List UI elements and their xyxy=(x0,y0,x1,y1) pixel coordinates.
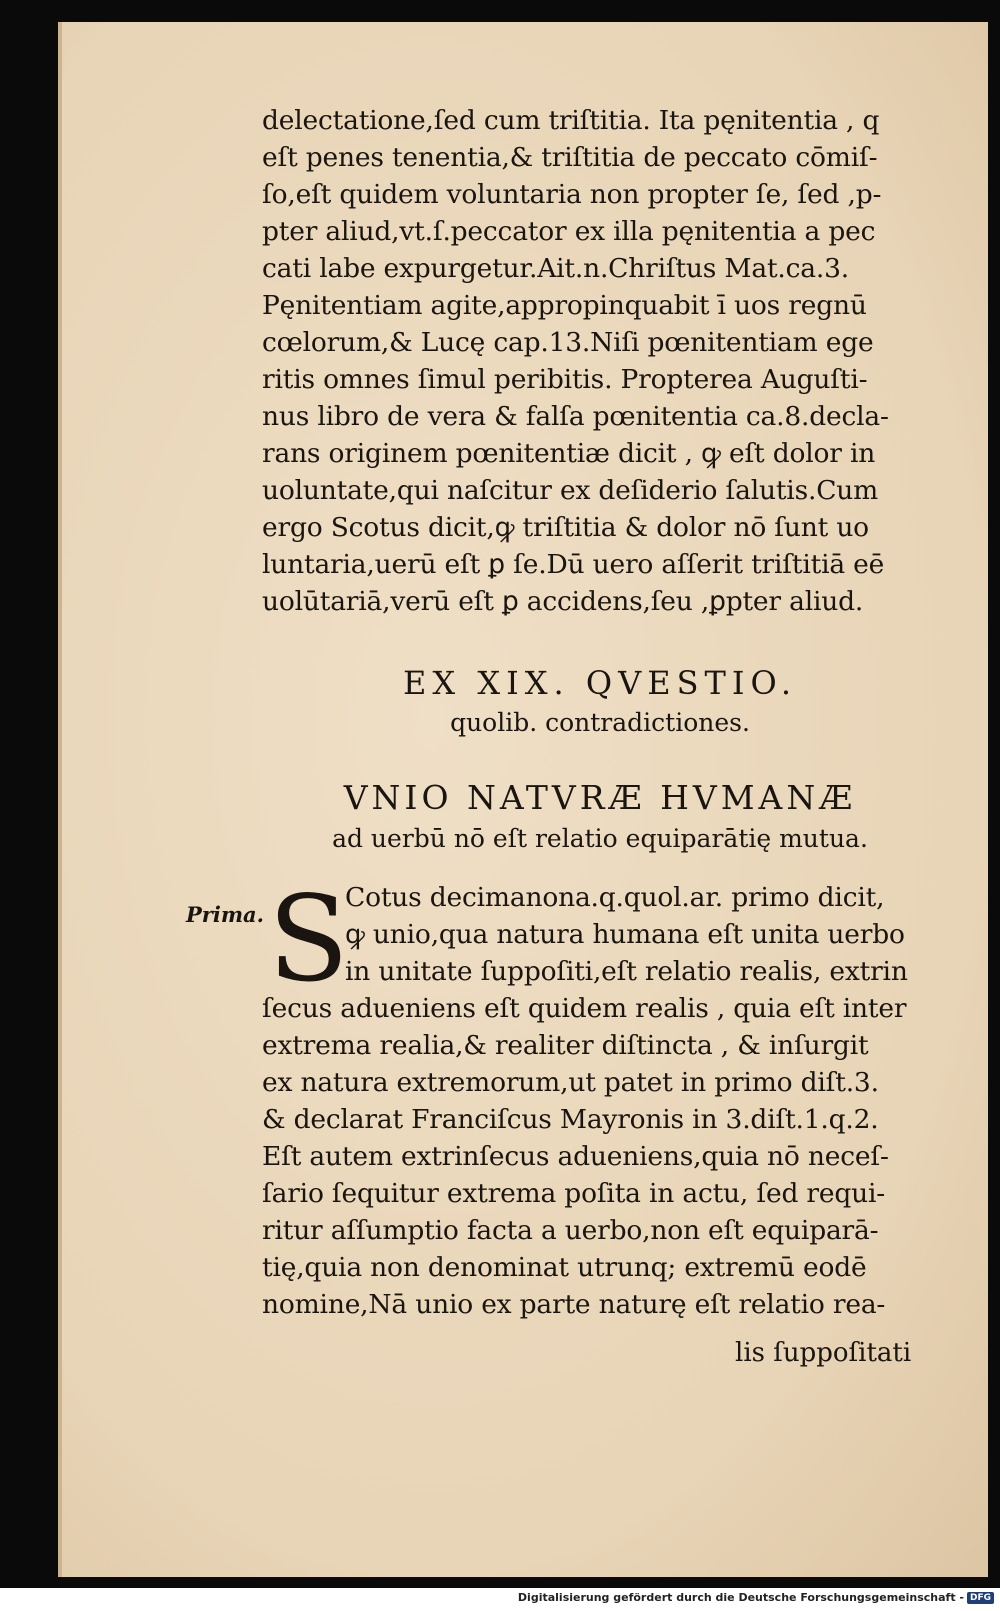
text-line: rans originem pœnitentiæ dicit , ꝙ eſt dolor in xyxy=(262,438,876,469)
text-line: ſecus adueniens eſt quidem realis , quia eſt inter xyxy=(262,993,907,1024)
text-line: ꝙ unio,qua natura humana eſt unita uerbo xyxy=(345,919,905,950)
dfg-logo[interactable]: DFG xyxy=(967,1592,994,1604)
text-line: ex natura extremorum,ut patet in primo diſt.3. xyxy=(262,1067,879,1098)
margin-note: Prima. xyxy=(186,902,264,927)
drop-cap: S xyxy=(268,870,349,1008)
text-line: luntaria,uerū eſt ꝑ ſe.Dū uero aſſerit triſtitiā eē xyxy=(262,549,885,580)
catchword: lis ſuppoſitati xyxy=(735,1338,912,1368)
chapter-title: VNIO NATVRÆ HVMANÆ xyxy=(343,778,857,817)
section-subheading: quolib. contradictiones. xyxy=(450,708,750,737)
text-line: nus libro de vera & falſa pœnitentia ca.8.decla- xyxy=(262,401,889,432)
text-line: ritur aſſumptio facta a uerbo,non eſt equiparā- xyxy=(262,1215,879,1246)
text-line: uoluntate,qui naſcitur ex deſiderio ſalutis.Cum xyxy=(262,475,879,506)
text-line: extrema realia,& realiter diſtincta , & inſurgit xyxy=(262,1030,869,1061)
text-line: cati labe expurgetur.Ait.n.Chriſtus Mat.ca.3. xyxy=(262,253,849,284)
text-line: & declarat Franciſcus Mayronis in 3.diſt.1.q.2. xyxy=(262,1104,879,1135)
text-line: ſo,eſt quidem voluntaria non propter ſe, ſed ,p- xyxy=(262,179,882,210)
text-line: ritis omnes ſimul peribitis. Propterea Auguſti- xyxy=(262,364,868,395)
text-line: delectatione,ſed cum triſtitia. Ita pęnitentia , q xyxy=(262,105,880,136)
section-heading: EX XIX. QVESTIO. xyxy=(403,664,797,702)
text-line: pter aliud,vt.ſ.peccator ex illa pęnitentia a pec xyxy=(262,216,876,247)
text-line: Pęnitentiam agite,appropinquabit ī uos regnū xyxy=(262,290,867,321)
footer-credit xyxy=(518,1591,994,1604)
text-line: Cotus decimanona.q.quol.ar. primo dicit, xyxy=(345,882,885,913)
footer-text: Digitalisierung gefördert durch die Deutsche Forschungsgemeinschaft - xyxy=(517,1591,964,1604)
text-line: Eſt autem extrinſecus adueniens,quia nō neceſ- xyxy=(262,1141,889,1172)
text-line: cœlorum,& Lucę cap.13.Niſi pœnitentiam ege xyxy=(262,327,874,358)
text-line: eſt penes tenentia,& triſtitia de peccato cōmiſ- xyxy=(262,142,878,173)
text-line: uolūtariā,verū eſt ꝑ accidens,ſeu ,ꝑpter aliud. xyxy=(262,586,864,617)
text-line: tię,quia non denominat utrunq; extremū eodē xyxy=(262,1252,867,1283)
text-line: ſario ſequitur extrema poſita in actu, ſed requi- xyxy=(262,1178,886,1209)
text-line: ergo Scotus dicit,ꝙ triſtitia & dolor nō ſunt uo xyxy=(262,512,869,543)
text-line: in unitate ſuppoſiti,eſt relatio realis, extrin xyxy=(345,956,908,987)
text-line: nomine,Nā unio ex parte naturę eſt relatio rea- xyxy=(262,1289,886,1320)
chapter-subtitle: ad uerbū nō eſt relatio equiparātię mutua. xyxy=(332,824,868,853)
